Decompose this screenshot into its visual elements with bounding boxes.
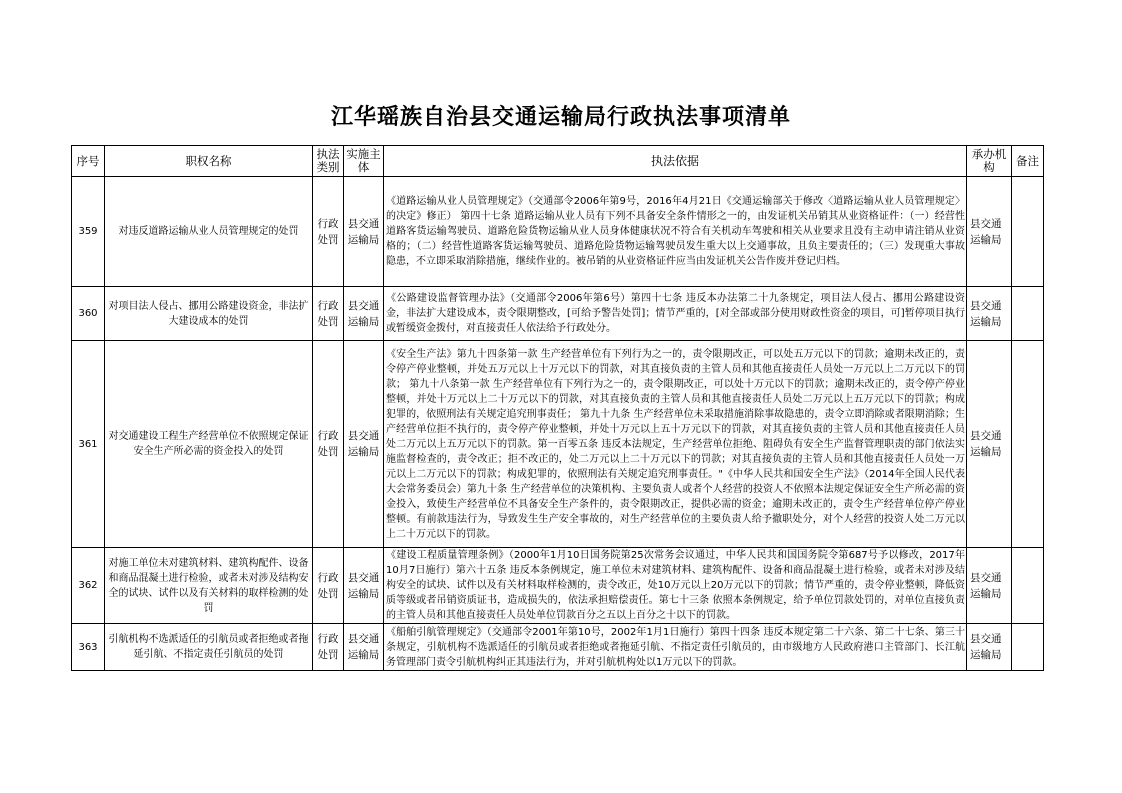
header-name: 职权名称 — [105, 146, 313, 177]
row-org: 县交通运输局 — [967, 341, 1012, 548]
row-category: 行政处罚 — [313, 341, 344, 548]
row-category: 行政处罚 — [313, 548, 344, 624]
row-note — [1012, 341, 1044, 548]
row-org: 县交通运输局 — [967, 548, 1012, 624]
row-category: 行政处罚 — [313, 177, 344, 287]
row-note — [1012, 624, 1044, 671]
table-row — [72, 341, 1044, 548]
row-power-name: 对交通建设工程生产经营单位不依照规定保证安全生产所必需的资金投入的处罚 — [105, 341, 313, 548]
row-org: 县交通运输局 — [967, 287, 1012, 341]
row-note — [1012, 177, 1044, 287]
row-subject: 县交通运输局 — [344, 287, 384, 341]
header-subject: 实施主体 — [344, 146, 384, 177]
row-subject: 县交通运输局 — [344, 548, 384, 624]
table-row — [72, 177, 1044, 287]
row-power-name: 引航机构不选派适任的引航员或者拒绝或者拖延引航、不指定责任引航员的处罚 — [105, 624, 313, 671]
row-seq: 362 — [72, 548, 105, 624]
row-legal-basis: 《船舶引航管理规定》（交通部令2001年第10号，2002年1月1日施行）第四十四条 违反本规定第二十六条、第二十七条、第三十条规定，引航机构不选派适任的引航员或者拒绝或者拖延引航、不指定责任引航员的，由市级地方人民政府港口主管部门、长江航务管理部门责令引航机构纠正其违法行为，并对引航机构处以1万元以下的罚款。 — [386, 626, 965, 668]
row-legal-basis: 《公路建设监督管理办法》（交通部令2006年第6号）第四十七条 违反本办法第二十九条规定，项目法人侵占、挪用公路建设资金，非法扩大建设成本，责令限期整改，[可给予警告处罚]；情节严重的，[对全部或部分使用财政性资金的项目，可]暂停项目执行或暂缓资金拨付，对直接责任人依法给予行政处分。 — [386, 293, 965, 334]
table-header-row — [72, 146, 1044, 177]
page-title: 江华瑶族自治县交通运输局行政执法事项清单 — [330, 104, 791, 130]
row-category: 行政处罚 — [313, 287, 344, 341]
row-seq: 360 — [72, 287, 105, 341]
row-org: 县交通运输局 — [967, 624, 1012, 671]
row-note — [1012, 548, 1044, 624]
header-note: 备注 — [1012, 146, 1044, 177]
row-note — [1012, 287, 1044, 341]
row-subject: 县交通运输局 — [344, 177, 384, 287]
enforcement-table — [71, 145, 1044, 671]
table-row — [72, 548, 1044, 624]
row-category: 行政处罚 — [313, 624, 344, 671]
table-row — [72, 624, 1044, 671]
row-org: 县交通运输局 — [967, 177, 1012, 287]
row-legal-basis: 《建设工程质量管理条例》（2000年1月10日国务院第25次常务会议通过，中华人民共和国国务院令第687号予以修改，2017年10月7日施行）第六十五条 违反本条例规定，施工单位未对建筑材料、建筑构配件、设备和商品混凝土进行检验，或者未对涉及结构安全的试块、试件以及有关材料取样检测的，责令改正，处10万元以上20万元以下的罚款；情节严重的，责令停业整顿，降低资质等级或者吊销资质证书，造成损失的，依法承担赔偿责任。第七十三条 依照本条例规定，给予单位罚款处罚的，对单位直接负责的主管人员和其他直接责任人员处单位罚款百分之五以上百分之十以下的罚款。 — [386, 550, 965, 621]
header-seq: 序号 — [72, 146, 105, 177]
row-subject: 县交通运输局 — [344, 624, 384, 671]
header-category: 执法类别 — [313, 146, 344, 177]
row-subject: 县交通运输局 — [344, 341, 384, 548]
row-seq: 359 — [72, 177, 105, 287]
header-basis: 执法依据 — [384, 146, 967, 177]
row-seq: 363 — [72, 624, 105, 671]
header-org: 承办机构 — [967, 146, 1012, 177]
table-row — [72, 287, 1044, 341]
row-power-name: 对施工单位未对建筑材料、建筑构配件、设备和商品混凝土进行检验，或者未对涉及结构安全的试块、试件以及有关材料的取样检测的处罚 — [105, 548, 313, 624]
row-power-name: 对违反道路运输从业人员管理规定的处罚 — [105, 177, 313, 287]
row-legal-basis: 《道路运输从业人员管理规定》（交通部令2006年第9号，2016年4月21日《交通运输部关于修改〈道路运输从业人员管理规定〉的决定》修正） 第四十七条 道路运输从业人员有下列不具备安全条件情形之一的，由发证机关吊销其从业资格证件：（一）经营性道路客货运输驾驶员、道路危险货物运输从业人员身体健康状况不符合有关机动车驾驶和相关从业要求且没有主动申请注销从业资格的；（二）经营性道路客货运输驾驶员、道路危险货物运输驾驶员发生重大以上交通事故，且负主要责任的；（三）发现重大事故隐患，不立即采取消除措施，继续作业的。被吊销的从业资格证件应当由发证机关公告作废并登记归档。 — [386, 196, 965, 267]
row-seq: 361 — [72, 341, 105, 548]
row-power-name: 对项目法人侵占、挪用公路建设资金，非法扩大建设成本的处罚 — [105, 287, 313, 341]
row-legal-basis: 《安全生产法》第九十四条第一款 生产经营单位有下列行为之一的，责令限期改正，可以处五万元以下的罚款；逾期未改正的，责令停产停业整顿，并处五万元以上十万元以下的罚款，对其直接负责的主管人员和其他直接责任人员处一万元以上二万元以下的罚款； 第九十八条第一款 生产经营单位有下列行为之一的，责令限期改正，可以处十万元以下的罚款；逾期未改正的，责令停产停业整顿，并处十万元以上二十万元以下的罚款，对其直接负责的主管人员和其他直接责任人员处二万元以上五万元以下的罚款；构成犯罪的，依照刑法有关规定追究刑事责任； 第九十九条 生产经营单位未采取措施消除事故隐患的，责令立即消除或者限期消除；生产经营单位拒不执行的，责令停产停业整顿，并处十万元以上五十万元以下的罚款，对其直接负责的主管人员和其他直接责任人员处二万元以上五万元以下的罚款。第一百零五条 违反本法规定，生产经营单位拒绝、阻碍负有安全生产监督管理职责的部门依法实施监督检查的，责令改正；拒不改正的，处二万元以上二十万元以下的罚款；对其直接负责的主管人员和其他直接责任人员处一万元以上二万元以下的罚款；构成犯罪的，依照刑法有关规定追究刑事责任。"《中华人民共和国安全生产法》（2014年全国人民代表大会常务委员会）第九十条 生产经营单位的决策机构、主要负责人或者个人经营的投资人不依照本法规定保证安全生产所必需的资金投入，致使生产经营单位不具备安全生产条件的，责令限期改正，提供必需的资金；逾期未改正的，责令生产经营单位停产停业整顿。有前款违法行为，导致发生生产安全事故的，对生产经营单位的主要负责人给予撤职处分，对个人经营的投资人处二万元以上二十万元以下的罚款。 — [386, 348, 965, 540]
